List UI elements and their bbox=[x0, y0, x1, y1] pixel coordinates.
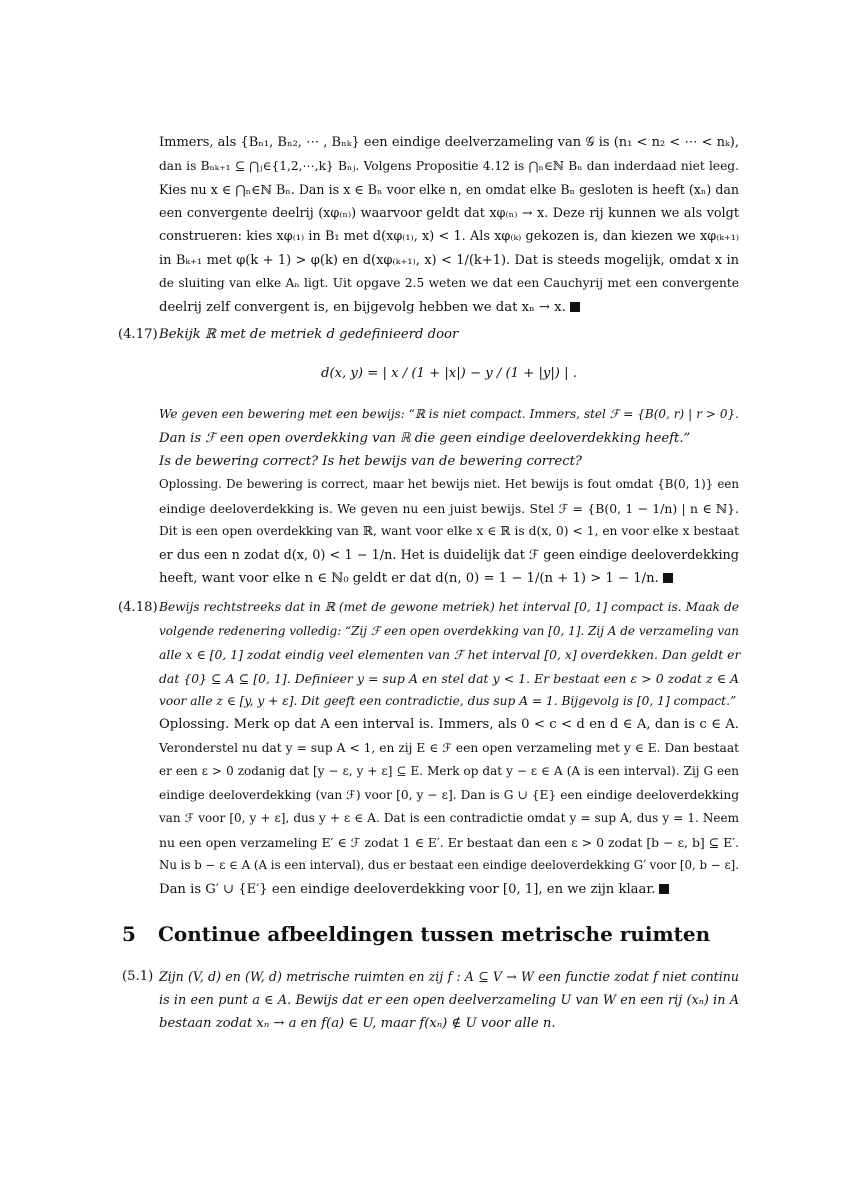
solution-line: Veronderstel nu dat y = sup A < 1, en zij E ∈ ℱ een open verzameling met y ∈ E. Dan bestaat bbox=[159, 740, 739, 755]
exercise-5-1-statement bbox=[159, 965, 739, 1036]
solution-line: er een ε > 0 zodanig dat [y − ε, y + ε] ⊆ E. Merk op dat y − ε ∈ A (A is een interval). Zij G een bbox=[159, 764, 739, 778]
text-line: een convergente deelrij (xφ₍ₙ₎) waarvoor geldt dat xφ₍ₙ₎ → x. Deze rij kunnen we als volgt bbox=[159, 205, 739, 221]
text-line bbox=[159, 296, 739, 320]
solution-line: er dus een n zodat d(x, 0) < 1 − 1/n. Het is duidelijk dat ℱ geen eindige deeloverdekking bbox=[159, 547, 739, 563]
text-line: Kies nu x ∈ ⋂ₙ∈ℕ Bₙ. Dan is x ∈ Bₙ voor elke n, en omdat elke Bₙ gesloten is heeft (xₙ) dan bbox=[159, 182, 739, 197]
exercise-statement: Bewijs rechtstreeks dat in ℝ (met de gewone metriek) het interval [0, 1] compact is. Maak de bbox=[159, 600, 739, 614]
proof-continuation bbox=[159, 131, 739, 319]
text-line: Immers, als {Bₙ₁, Bₙ₂, ⋯ , Bₙₖ} een eindige deelverzameling van 𝒢 is (n₁ < n₂ < ⋯ < nₖ), bbox=[159, 135, 739, 150]
qed-icon bbox=[570, 302, 580, 312]
exercise-number: (4.18) bbox=[118, 600, 158, 615]
exercise-statement: Dan is ℱ een open overdekking van ℝ die geen eindige deeloverdekking heeft.” bbox=[159, 430, 691, 446]
solution-line: van ℱ voor [0, y + ε], dus y + ε ∈ A. Dat is een contradictie omdat y = sup A, dus y = 1. Neem bbox=[159, 811, 739, 825]
text-line: in Bₖ₊₁ met φ(k + 1) > φ(k) en d(xφ₍ₖ₊₁₎, x) < 1/(k+1). Dat is steeds mogelijk, omdat x in bbox=[159, 252, 739, 268]
exercise-4-17-claim bbox=[159, 403, 739, 474]
solution-line: Nu is b − ε ∈ A (A is een interval), dus er bestaat een eindige deeloverdekking G′ voor [0, b − ε]. bbox=[159, 858, 739, 872]
solution-line: Dit is een open overdekking van ℝ, want voor elke x ∈ ℝ is d(x, 0) < 1, en voor elke x bestaat bbox=[159, 524, 739, 538]
solution-line bbox=[159, 567, 739, 591]
section-title: Continue afbeeldingen tussen metrische ruimten bbox=[158, 922, 711, 946]
exercise-4-17-solution bbox=[159, 473, 739, 591]
section-number: 5 bbox=[122, 922, 136, 946]
qed-icon bbox=[659, 884, 669, 894]
solution-line: Oplossing. De bewering is correct, maar het bewijs niet. Het bewijs is fout omdat {B(0, 1)} een bbox=[159, 477, 739, 491]
exercise-statement: volgende redenering volledig: “Zij ℱ een open overdekking van [0, 1]. Zij A de verzameling van bbox=[159, 623, 739, 638]
solution-line bbox=[159, 878, 739, 902]
section-heading bbox=[122, 922, 710, 946]
exercise-4-18-solution bbox=[159, 713, 739, 901]
solution-line: eindige deeloverdekking (van ℱ) voor [0, y − ε]. Dan is G ∪ {E} een eindige deeloverdekking bbox=[159, 787, 739, 802]
text-fragment: Dan is G′ ∪ {E′} een eindige deeloverdekking voor [0, 1], en we zijn klaar. bbox=[159, 881, 656, 897]
exercise-statement: Zijn (V, d) en (W, d) metrische ruimten en zij f : A ⊆ V → W een functie zodat f niet continu bbox=[159, 969, 739, 984]
exercise-statement: Bekijk ℝ met de metriek d gedefinieerd door bbox=[159, 327, 459, 342]
qed-icon bbox=[663, 573, 673, 583]
exercise-4-18-statement bbox=[159, 596, 739, 714]
display-formula: d(x, y) = | x / (1 + |x|) − y / (1 + |y|) | . bbox=[321, 366, 577, 381]
text-fragment: heeft, want voor elke n ∈ ℕ₀ geldt er dat d(n, 0) = 1 − 1/(n + 1) > 1 − 1/n. bbox=[159, 571, 659, 586]
text-line: dan is Bₙₖ₊₁ ⊆ ⋂ⱼ∈{1,2,⋯,k} Bₙⱼ. Volgens Propositie 4.12 is ⋂ₙ∈ℕ Bₙ dan inderdaad niet leeg. bbox=[159, 158, 739, 173]
solution-line: eindige deeloverdekking is. We geven nu een juist bewijs. Stel ℱ = {B(0, 1 − 1/n) | n ∈ ℕ}. bbox=[159, 500, 739, 516]
exercise-number: (4.17) bbox=[118, 327, 158, 342]
exercise-statement: alle x ∈ [0, 1] zodat eindig veel elementen van ℱ het interval [0, x] overdekken. Dan geldt er bbox=[159, 647, 741, 662]
solution-line: nu een open verzameling E′ ∈ ℱ zodat 1 ∈ E′. Er bestaat dan een ε > 0 zodat [b − ε, b] ⊆ E′. bbox=[159, 834, 739, 850]
exercise-number: (5.1) bbox=[122, 969, 154, 984]
text-line: construeren: kies xφ₍₁₎ in B₁ met d(xφ₍₁₎, x) < 1. Als xφ₍ₖ₎ gekozen is, dan kiezen we xφ₍ₖ₊₁₎ bbox=[159, 229, 739, 244]
exercise-statement: dat {0} ⊆ A ⊆ [0, 1]. Definieer y = sup A en stel dat y < 1. Er bestaat een ε > 0 zodat z ∈ A bbox=[159, 670, 739, 686]
text-fragment: deelrij zelf convergent is, en bijgevolg hebben we dat xₙ → x. bbox=[159, 299, 566, 315]
exercise-statement: is in een punt a ∈ A. Bewijs dat er een open deelverzameling U van W en een rij (xₙ) in A bbox=[159, 992, 739, 1008]
solution-line: Oplossing. Merk op dat A een interval is. Immers, als 0 < c < d en d ∈ A, dan is c ∈ A. bbox=[159, 717, 739, 732]
exercise-statement: bestaan zodat xₙ → a en f(a) ∈ U, maar f(xₙ) ∉ U voor alle n. bbox=[159, 1016, 556, 1031]
exercise-statement: Is de bewering correct? Is het bewijs van de bewering correct? bbox=[159, 454, 582, 469]
exercise-4-17-intro bbox=[159, 323, 739, 347]
text-line: de sluiting van elke Aₙ ligt. Uit opgave 2.5 weten we dat een Cauchyrij met een convergente bbox=[159, 276, 739, 290]
exercise-statement: We geven een bewering met een bewijs: “ℝ is niet compact. Immers, stel ℱ = {B(0, r) | r > 0}. bbox=[159, 407, 739, 421]
exercise-statement: voor alle z ∈ [y, y + ε]. Dit geeft een contradictie, dus sup A = 1. Bijgevolg is [0, 1] compact.” bbox=[159, 694, 737, 708]
